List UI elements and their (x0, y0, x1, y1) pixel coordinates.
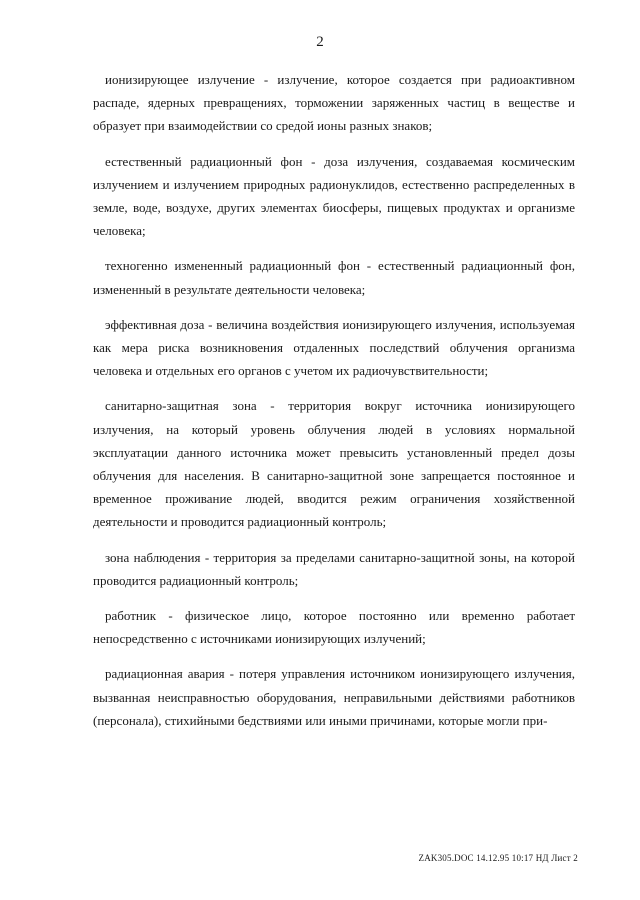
body-text (93, 68, 575, 744)
page-footer: ZAK305.DOC 14.12.95 10:17 НД Лист 2 (418, 853, 578, 863)
definition-paragraph: эффективная доза - величина воздействия ионизирующего излучения, используемая как мера риска возникновения отдаленных последствий облучения организма человека и отдельных его органов с учетом их радиочувствительности; (93, 316, 575, 379)
definition-paragraph: зона наблюдения - территория за пределами санитарно-защитной зоны, на которой проводится радиационный контроль; (93, 549, 575, 588)
definition-paragraph: работник - физическое лицо, которое постоянно или временно работает непосредственно с источниками ионизирующих излучений; (93, 608, 575, 647)
definition-paragraph: радиационная авария - потеря управления источником ионизирующего излучения, вызванная неисправностью оборудования, неправильными действиями работников (персонала), стихийными бедствиями или иными причинами, которые могли при- (93, 666, 575, 728)
page-number: 2 (316, 34, 324, 50)
definition-paragraph: естественный радиационный фон - доза излучения, создаваемая космическим излучением и излучением природных радионуклидов, естественно распределенных в земле, воде, воздухе, других элементах биосферы, пищевых продуктах и организме человека; (93, 153, 575, 239)
definition-paragraph: техногенно измененный радиационный фон - естественный радиационный фон, измененный в результате деятельности человека; (93, 258, 575, 297)
definition-paragraph: ионизирующее излучение - излучение, которое создается при радиоактивном распаде, ядерных превращениях, торможении заряженных частиц в веществе и образует при взаимодействии со средой ионы разных знаков; (93, 72, 575, 134)
definition-paragraph: санитарно-защитная зона - территория вокруг источника ионизирующего излучения, на который уровень облучения людей в условиях нормальной эксплуатации данного источника может превысить установленный предел дозы облучения для населения. В санитарно-защитной зоне запрещается постоянное и временное проживание людей, вводится режим ограничения хозяйственной деятельности и проводится радиационный контроль; (93, 398, 575, 530)
